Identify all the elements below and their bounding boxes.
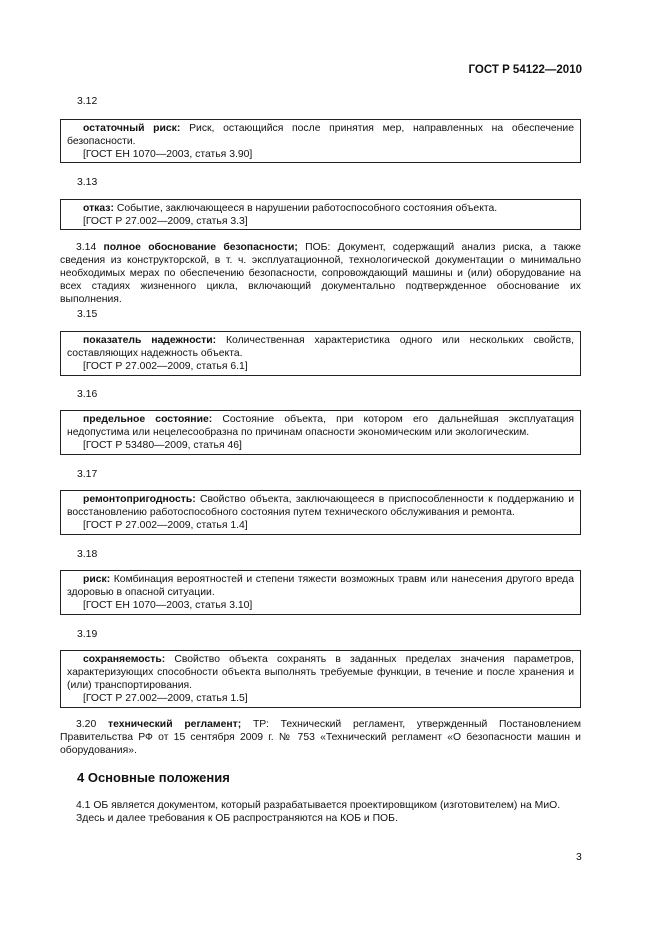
reference: [ГОСТ ЕН 1070—2003, статья 3.90] [83, 149, 253, 160]
entry-number: 3.20 [76, 719, 97, 730]
entry-number: 3.13 [77, 177, 98, 188]
reference: [ГОСТ ЕН 1070—2003, статья 3.10] [83, 600, 253, 611]
definition: Состояние объекта, при котором его дальнейшая эксплуатация недопустима или нецелесообразна по причинам опасности экономическим или экологическим. [67, 414, 575, 438]
page-number: 3 [576, 852, 582, 863]
definition: ТР: Технический регламент, утвержденный Постановлением Правительства РФ от 15 сентября 2009 г. № 753 «Технический регламент «О безопасности машин и оборудования». [60, 719, 581, 756]
definition: Комбинация вероятностей и степени тяжести возможных травм или нанесения другого вреда здоровью в опасной ситуации. [67, 574, 574, 598]
entry-number: 3.15 [77, 309, 98, 320]
term: предельное состояние: [83, 414, 213, 425]
term: полное обоснование безопасности; [103, 242, 298, 253]
definition-box [60, 650, 581, 708]
definition: Свойство объекта, заключающееся в приспособленности к поддержанию и восстановлению работоспособного состояния путем технического обслуживания и ремонта. [67, 494, 574, 518]
definition-paragraph [60, 718, 581, 757]
section-body [60, 799, 581, 825]
entry-number: 3.19 [77, 629, 98, 640]
entry-number: 3.16 [77, 389, 98, 400]
term: сохраняемость: [83, 654, 166, 665]
paragraph: Здесь и далее требования к ОБ распространяются на КОБ и ПОБ. [76, 813, 398, 824]
entry-number: 3.12 [77, 96, 98, 107]
definition-paragraph [60, 241, 581, 306]
entry-number: 3.14 [76, 242, 97, 253]
term: ремонтопригодность: [83, 494, 196, 505]
reference: [ГОСТ Р 53480—2009, статья 46] [83, 440, 242, 451]
reference: [ГОСТ Р 27.002—2009, статья 3.3] [83, 216, 248, 227]
reference: [ГОСТ Р 27.002—2009, статья 1.4] [83, 520, 248, 531]
definition-box [60, 570, 581, 615]
reference: [ГОСТ Р 27.002—2009, статья 6.1] [83, 361, 248, 372]
paragraph: 4.1 ОБ является документом, который разрабатывается проектировщиком (изготовителем) на МиО. [76, 800, 561, 811]
definition: Свойство объекта сохранять в заданных пределах значения параметров, характеризующих способности объекта выполнять требуемые функции, в течение и после хранения и (или) транспортирования. [67, 654, 574, 691]
document-code: ГОСТ Р 54122—2010 [468, 64, 582, 76]
definition-box [60, 199, 581, 230]
section-heading: 4 Основные положения [77, 770, 230, 785]
definition: Событие, заключающееся в нарушении работоспособного состояния объекта. [116, 203, 498, 214]
term: риск: [83, 574, 111, 585]
definition: Риск, остающийся после принятия мер, направленных на обеспечение безопасности. [67, 123, 575, 147]
term: технический регламент; [107, 719, 242, 730]
definition-box [60, 331, 581, 376]
definition-box [60, 119, 581, 163]
definition-box [60, 490, 581, 535]
entry-number: 3.17 [77, 469, 98, 480]
reference: [ГОСТ Р 27.002—2009, статья 1.5] [83, 693, 248, 704]
term: остаточный риск: [83, 123, 181, 134]
entry-number: 3.18 [77, 549, 98, 560]
term: показатель надежности: [83, 335, 217, 346]
definition: ПОБ: Документ, содержащий анализ риска, а также сведения из конструкторской, в т. ч. эксплуатационной, технологической документации о минимально необходимых мерах по обеспечению безопасности, сопровождающий машины и (или) оборудование на всех стадиях жизненного цикла, включающий документально подтвержденное обоснование их выполнения. [60, 242, 581, 305]
term: отказ: [83, 203, 114, 214]
definition: Количественная характеристика одного или нескольких свойств, составляющих надежность объекта. [67, 335, 575, 359]
definition-box [60, 410, 581, 455]
